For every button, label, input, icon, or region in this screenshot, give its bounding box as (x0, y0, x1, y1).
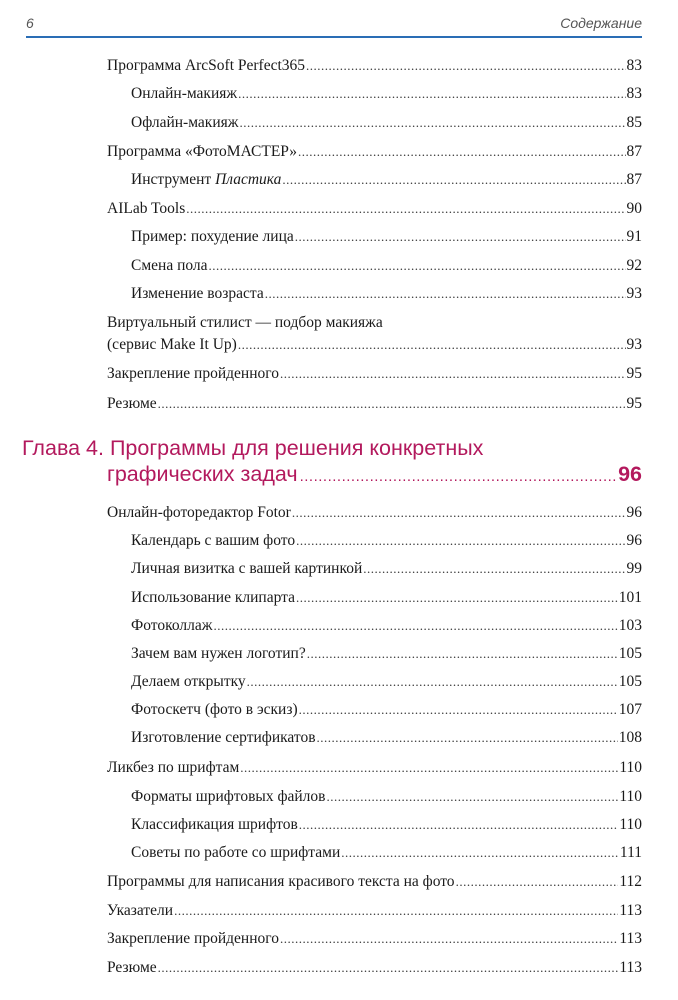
toc-entry-title: Закрепление пройденного (107, 365, 279, 382)
dot-leader (158, 394, 626, 414)
toc-entry-title: Онлайн-фоторедактор Fotor (107, 504, 291, 521)
toc-entry-page: 113 (619, 959, 642, 976)
dot-leader (265, 284, 626, 304)
toc-entry-page: 93 (626, 336, 642, 353)
toc-entry-title: Указатели (107, 902, 174, 919)
toc-entry[interactable] (107, 758, 642, 778)
toc-subentry[interactable] (131, 815, 642, 835)
dot-leader (299, 815, 619, 835)
toc-entry-title: Форматы шрифтовых файлов (131, 788, 326, 805)
toc-entry-title: Закрепление пройденного (107, 930, 279, 947)
toc-entry-title: Делаем открытку (131, 673, 246, 690)
dot-leader (298, 142, 625, 162)
toc-entry-title: Изготовление сертификатов (131, 729, 316, 746)
toc-entry-title: AILab Tools (107, 200, 186, 217)
toc-entry-title: Смена пола (131, 257, 208, 274)
dot-leader (295, 227, 626, 247)
toc-entry-page: 91 (626, 228, 642, 245)
toc-entry[interactable] (107, 929, 642, 949)
dot-leader (186, 199, 625, 219)
dot-leader (341, 843, 619, 863)
page-number: 6 (26, 15, 34, 31)
chapter-title-line2: графических задач (107, 462, 298, 486)
dot-leader (296, 588, 618, 608)
toc-entry-page: 95 (626, 395, 642, 412)
dot-leader (280, 364, 626, 384)
toc-entry-title-prefix: Инструмент (131, 171, 216, 188)
toc-entry[interactable] (107, 958, 642, 978)
toc-subentry[interactable] (131, 787, 642, 807)
toc-entry-title: Офлайн-макияж (131, 114, 239, 131)
dot-leader (247, 672, 618, 692)
toc-entry-page: 85 (626, 114, 642, 131)
toc-entry-title: Пример: похудение лица (131, 228, 294, 245)
toc-entry-page: 112 (619, 873, 642, 890)
toc-subentry[interactable] (131, 700, 642, 720)
toc-entry-title: Советы по работе со шрифтами (131, 844, 341, 861)
toc-entry-page: 87 (626, 171, 642, 188)
toc-entry-title: Резюме (107, 395, 157, 412)
toc-entry-page: 96 (626, 532, 642, 549)
toc-entry-title: Программа ArcSoft Perfect365 (107, 57, 306, 74)
toc-entry-page: 113 (619, 930, 642, 947)
dot-leader (326, 787, 618, 807)
dot-leader (158, 958, 619, 978)
toc-entry-title: Календарь с вашим фото (131, 532, 296, 549)
toc-entry-title: Программы для написания красивого текста на фото (107, 873, 455, 890)
toc-entry-page: 107 (618, 701, 642, 718)
dot-leader (456, 872, 619, 892)
toc-entry-title: Резюме (107, 959, 157, 976)
toc-entry[interactable] (107, 142, 642, 162)
toc-entry-page: 111 (619, 844, 642, 861)
toc-entry-page: 92 (626, 257, 642, 274)
dot-leader (307, 644, 618, 664)
dot-leader (239, 113, 625, 133)
toc-subentry[interactable] (131, 843, 642, 863)
dot-leader (317, 728, 618, 748)
toc-entry-page: 90 (626, 200, 642, 217)
toc-entry-page: 105 (618, 645, 642, 662)
toc-entry-page: 96 (626, 504, 642, 521)
dot-leader (282, 170, 625, 190)
toc-entry-title (131, 170, 281, 190)
dot-leader (363, 559, 625, 579)
dot-leader (213, 616, 617, 636)
toc-entry-title: Изменение возраста (131, 285, 264, 302)
toc-entry[interactable] (107, 335, 642, 355)
dot-leader (296, 531, 625, 551)
toc-entry-title: Использование клипарта (131, 589, 295, 606)
toc-entry-page: 101 (618, 589, 642, 606)
toc-entry[interactable] (107, 394, 642, 414)
toc-entry[interactable] (107, 503, 642, 523)
chapter-heading[interactable]: Глава 4. Программы для решения конкретных (22, 436, 484, 460)
toc-entry-page: 93 (626, 285, 642, 302)
toc-entry[interactable] (107, 872, 642, 892)
toc-subentry[interactable] (131, 644, 642, 664)
toc-entry-title-line1: Виртуальный стилист — подбор макияжа (107, 314, 383, 331)
toc-entry[interactable] (107, 199, 642, 219)
toc-subentry[interactable] (131, 113, 642, 133)
toc-subentry[interactable] (131, 170, 642, 190)
toc-subentry[interactable] (131, 284, 642, 304)
toc-entry-page: 110 (619, 759, 642, 776)
toc-entry-page: 113 (619, 902, 642, 919)
dot-leader (292, 503, 626, 523)
toc-entry-page: 83 (626, 57, 642, 74)
section-title: Содержание (560, 15, 642, 31)
toc-subentry[interactable] (131, 728, 642, 748)
toc-entry-page: 99 (626, 560, 642, 577)
dot-leader (238, 335, 626, 355)
toc-entry-page: 103 (618, 617, 642, 634)
toc-entry[interactable] (107, 56, 642, 76)
toc-entry-title-italic: Пластика (215, 171, 282, 188)
toc-entry[interactable] (107, 901, 642, 921)
toc-subentry[interactable] (131, 531, 642, 551)
toc-entry-page: 105 (618, 673, 642, 690)
dot-leader (300, 462, 617, 487)
toc-entry-page: 95 (626, 365, 642, 382)
toc-entry-title: Классификация шрифтов (131, 816, 298, 833)
toc-subentry[interactable] (131, 588, 642, 608)
toc-subentry[interactable] (131, 227, 642, 247)
dot-leader (209, 256, 626, 276)
toc-subentry[interactable] (131, 256, 642, 276)
toc-entry-page: 110 (619, 788, 642, 805)
toc-entry-page: 110 (619, 816, 642, 833)
toc-entry-page: 87 (626, 143, 642, 160)
dot-leader (174, 901, 618, 921)
toc-entry-title: (сервис Make It Up) (107, 336, 237, 353)
chapter-page: 96 (618, 462, 642, 486)
toc-entry-title: Онлайн-макияж (131, 85, 238, 102)
toc-entry[interactable] (107, 364, 642, 384)
toc-entry-title: Личная визитка с вашей картинкой (131, 560, 363, 577)
toc-entry-title: Фотоколлаж (131, 617, 213, 634)
toc-subentry[interactable] (131, 616, 642, 636)
dot-leader (238, 84, 625, 104)
toc-subentry[interactable] (131, 559, 642, 579)
dot-leader (299, 700, 618, 720)
toc-entry-title: Фотоскетч (фото в эскиз) (131, 701, 298, 718)
toc-entry-page: 83 (626, 85, 642, 102)
toc-subentry[interactable] (131, 672, 642, 692)
toc-subentry[interactable] (131, 84, 642, 104)
toc-entry-title: Ликбез по шрифтам (107, 759, 240, 776)
toc-entry-page: 108 (618, 729, 642, 746)
dot-leader (280, 929, 618, 949)
dot-leader (306, 56, 625, 76)
chapter-heading-continuation[interactable] (107, 462, 642, 487)
dot-leader (240, 758, 618, 778)
toc-entry-title: Зачем вам нужен логотип? (131, 645, 306, 662)
toc-entry-title: Программа «ФотоМАСТЕР» (107, 143, 298, 160)
